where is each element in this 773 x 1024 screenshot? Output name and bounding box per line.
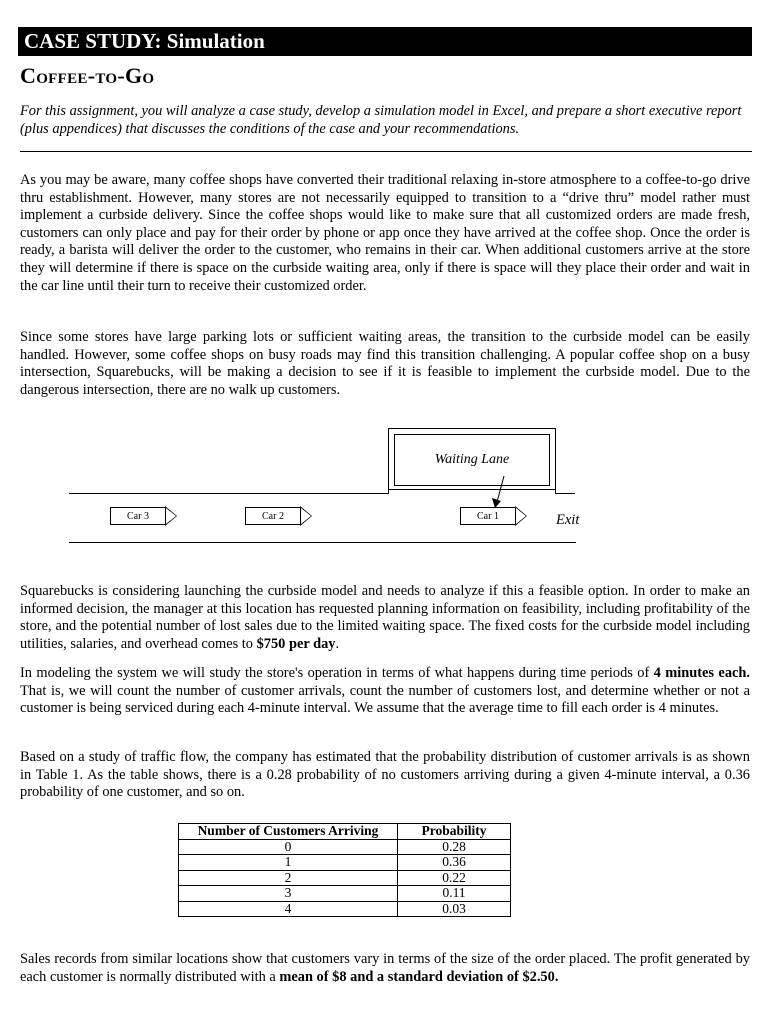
table-header: Probability	[398, 824, 511, 840]
table-cell: 4	[179, 901, 398, 917]
lane-connector-left	[388, 490, 389, 493]
car-2-arrow-icon	[300, 506, 312, 526]
table-row	[179, 901, 511, 917]
table-cell: 0.36	[398, 855, 511, 871]
divider-rule	[20, 151, 752, 152]
table-row	[179, 839, 511, 855]
table-cell: 2	[179, 870, 398, 886]
intro-text: For this assignment, you will analyze a case study, develop a simulation model in Excel, and prepare a short executive report (plus appendices) that discusses the conditions of the case and your recommendations.	[20, 103, 742, 137]
car-1	[460, 506, 527, 526]
table-cell: 0.22	[398, 870, 511, 886]
exit-label: Exit	[556, 512, 580, 528]
car-1-label: Car 1	[460, 507, 516, 525]
car-1-arrow-icon	[515, 506, 527, 526]
table-cell: 0.03	[398, 901, 511, 917]
document-title: Coffee-to-Go	[20, 63, 155, 88]
table-cell: 0.11	[398, 886, 511, 902]
table-header-row	[179, 824, 511, 840]
paragraph-3-end: .	[335, 635, 340, 652]
road-bottom-line	[69, 542, 576, 543]
lane-to-car-arrow	[488, 476, 508, 510]
fixed-cost-value: $750 per day	[256, 635, 336, 652]
paragraph-2: Since some stores have large parking lots or sufficient waiting areas, the transition to the curbside model can be easily handled. However, some coffee shops on busy roads may find this transition challenging. A popular coffee shop on a busy intersection, Squarebucks, will be making a decision to see if it is feasible to implement the curbside model. Due to the dangerous intersection, there are no walk up customers.	[20, 329, 750, 398]
time-period-value: 4 minutes each.	[653, 665, 751, 681]
table-cell: 0	[179, 839, 398, 855]
paragraph-3-text: Squarebucks is considering launching the curbside model and needs to analyze if this a feasible option. In order to make an informed decision, the manager at this location has requested planning information on feasibility, including profitability of the store, and the potential number of lost sales due to the limited waiting space. The fixed costs for the curbside model including utilities, salaries, and overhead comes to	[20, 583, 750, 652]
waiting-lane-box	[394, 434, 550, 486]
case-study-banner: CASE STUDY: Simulation	[18, 27, 752, 56]
waiting-lane-label: Waiting Lane	[434, 452, 510, 467]
table-cell: 3	[179, 886, 398, 902]
paragraph-4-text: In modeling the system we will study the store's operation in terms of what happens during time periods of	[20, 665, 654, 681]
table-header: Number of Customers Arriving	[179, 824, 398, 840]
car-2	[245, 506, 312, 526]
road-top-line-left	[69, 493, 389, 494]
table-cell: 1	[179, 855, 398, 871]
road-top-line-right	[555, 493, 575, 494]
table-cell: 0.28	[398, 839, 511, 855]
arrival-probability-table	[178, 823, 511, 917]
paragraph-6-text: Sales records from similar locations show that customers vary in terms of the size of the order placed. The profit generated by each customer is normally distributed with a	[20, 951, 750, 985]
paragraph-6	[20, 951, 750, 986]
table-row	[179, 886, 511, 902]
paragraph-5: Based on a study of traffic flow, the company has estimated that the probability distribution of customer arrivals is as shown in Table 1. As the table shows, there is a 0.28 probability of no customers arriving during a given 4-minute interval, a 0.36 probability of one customer, and so on.	[20, 749, 750, 801]
paragraph-3	[20, 583, 750, 653]
car-3-arrow-icon	[165, 506, 177, 526]
table-row	[179, 870, 511, 886]
car-3-label: Car 3	[110, 507, 166, 525]
profit-distribution-value: mean of $8 and a standard deviation of $2.50.	[279, 968, 559, 985]
lane-connector-right	[555, 490, 556, 493]
curbside-diagram	[18, 420, 758, 560]
paragraph-4	[20, 665, 750, 718]
paragraph-1: As you may be aware, many coffee shops have converted their traditional relaxing in-store atmosphere to a coffee-to-go drive thru establishment. However, many stores are not necessarily equipped to transition to a “drive thru” model rather must implement a curbside delivery. Since the coffee shops would like to make sure that all customized orders are made fresh, customers can only place and pay for their order by phone or app once they have arrived at the coffee shop. Once the order is ready, a barista will deliver the order to the customer, who remains in their car. When additional customers arrive at the store they will determine if there is space on the curbside waiting area, only if there is space will they place their order and wait in the car line until their turn to receive their customized order.	[20, 172, 750, 294]
car-3	[110, 506, 177, 526]
car-2-label: Car 2	[245, 507, 301, 525]
paragraph-4-end: That is, we will count the number of customer arrivals, count the number of customers lost, and determine whether or not a customer is being serviced during each 4-minute interval. We assume that the average time to fill each order is 4 minutes.	[20, 682, 750, 717]
table-row	[179, 855, 511, 871]
